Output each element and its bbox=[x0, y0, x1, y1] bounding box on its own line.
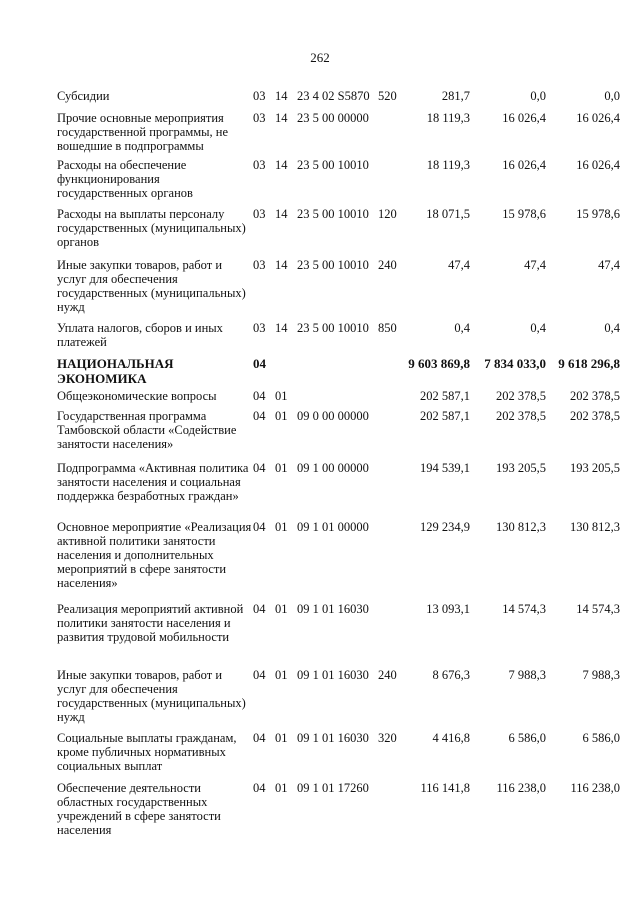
amount-year3-cell: 0,4 bbox=[604, 321, 620, 335]
page-number: 262 bbox=[310, 50, 330, 65]
row-name-cell: Иные закупки товаров, работ и услуг для обеспечения государственных (муниципальных) нужд bbox=[57, 258, 246, 314]
expense-type-code-cell: 120 bbox=[378, 207, 397, 221]
amount-year3-cell: 202 378,5 bbox=[570, 389, 620, 403]
section-code-cell: 04 bbox=[253, 731, 266, 745]
target-article-code-cell: 09 1 01 16030 bbox=[297, 731, 369, 745]
row-name-cell: Обеспечение деятельности областных государственных учреждений в сфере занятости населения bbox=[57, 781, 221, 837]
target-article-code-cell: 23 5 00 10010 bbox=[297, 207, 369, 221]
amount-year1-cell: 18 071,5 bbox=[426, 207, 470, 221]
amount-year2-cell: 16 026,4 bbox=[502, 158, 546, 172]
amount-year2-cell: 15 978,6 bbox=[502, 207, 546, 221]
amount-year1-cell: 129 234,9 bbox=[420, 520, 470, 534]
amount-year2-cell: 7 834 033,0 bbox=[484, 356, 546, 371]
amount-year2-cell: 202 378,5 bbox=[496, 409, 546, 423]
expense-type-code-cell: 850 bbox=[378, 321, 397, 335]
subsection-code-cell: 14 bbox=[275, 158, 288, 172]
expense-type-code-cell: 240 bbox=[378, 668, 397, 682]
target-article-code-cell: 09 0 00 00000 bbox=[297, 409, 369, 423]
row-name-cell: Общеэкономические вопросы bbox=[57, 389, 217, 403]
subsection-code-cell: 01 bbox=[275, 731, 288, 745]
row-name-cell: Расходы на выплаты персоналу государственных (муниципальных) органов bbox=[57, 207, 246, 249]
amount-year3-cell: 9 618 296,8 bbox=[558, 356, 620, 371]
amount-year1-cell: 281,7 bbox=[441, 89, 470, 103]
target-article-code-cell: 23 5 00 10010 bbox=[297, 158, 369, 172]
row-name-cell: Прочие основные мероприятия государственной программы, не вошедшие в подпрограммы bbox=[57, 111, 229, 153]
subsection-code-cell: 14 bbox=[275, 321, 288, 335]
target-article-code-cell: 09 1 01 16030 bbox=[297, 602, 369, 616]
row-name-cell: Субсидии bbox=[57, 89, 110, 103]
amount-year3-cell: 116 238,0 bbox=[570, 781, 620, 795]
section-code-cell: 04 bbox=[253, 461, 266, 475]
section-code-cell: 04 bbox=[253, 520, 266, 534]
amount-year1-cell: 4 416,8 bbox=[432, 731, 470, 745]
amount-year1-cell: 9 603 869,8 bbox=[408, 356, 470, 371]
target-article-code-cell: 23 4 02 S5870 bbox=[297, 89, 370, 103]
amount-year2-cell: 130 812,3 bbox=[496, 520, 546, 534]
amount-year2-cell: 0,4 bbox=[530, 321, 546, 335]
amount-year1-cell: 202 587,1 bbox=[420, 409, 470, 423]
row-name-cell: Уплата налогов, сборов и иных платежей bbox=[57, 321, 223, 349]
amount-year1-cell: 13 093,1 bbox=[426, 602, 470, 616]
amount-year1-cell: 194 539,1 bbox=[420, 461, 470, 475]
amount-year3-cell: 14 574,3 bbox=[576, 602, 620, 616]
subsection-code-cell: 14 bbox=[275, 258, 288, 272]
subsection-code-cell: 01 bbox=[275, 668, 288, 682]
target-article-code-cell: 09 1 01 17260 bbox=[297, 781, 369, 795]
amount-year1-cell: 0,4 bbox=[454, 321, 470, 335]
subsection-code-cell: 01 bbox=[275, 781, 288, 795]
target-article-code-cell: 09 1 00 00000 bbox=[297, 461, 369, 475]
amount-year2-cell: 0,0 bbox=[530, 89, 546, 103]
amount-year3-cell: 15 978,6 bbox=[576, 207, 620, 221]
amount-year3-cell: 202 378,5 bbox=[570, 409, 620, 423]
target-article-code-cell: 23 5 00 10010 bbox=[297, 321, 369, 335]
amount-year1-cell: 47,4 bbox=[448, 258, 470, 272]
row-name-cell: Социальные выплаты гражданам, кроме публичных нормативных социальных выплат bbox=[57, 731, 237, 773]
target-article-code-cell: 23 5 00 00000 bbox=[297, 111, 369, 125]
section-code-cell: 04 bbox=[253, 389, 266, 403]
amount-year3-cell: 16 026,4 bbox=[576, 158, 620, 172]
expense-type-code-cell: 240 bbox=[378, 258, 397, 272]
subsection-code-cell: 01 bbox=[275, 461, 288, 475]
target-article-code-cell: 09 1 01 00000 bbox=[297, 520, 369, 534]
amount-year3-cell: 193 205,5 bbox=[570, 461, 620, 475]
section-code-cell: 04 bbox=[253, 409, 266, 423]
section-code-cell: 04 bbox=[253, 781, 266, 795]
amount-year2-cell: 6 586,0 bbox=[508, 731, 546, 745]
amount-year2-cell: 202 378,5 bbox=[496, 389, 546, 403]
target-article-code-cell: 09 1 01 16030 bbox=[297, 668, 369, 682]
row-name-cell: Государственная программа Тамбовской области «Содействие занятости населения» bbox=[57, 409, 237, 451]
subsection-code-cell: 01 bbox=[275, 520, 288, 534]
section-code-cell: 04 bbox=[253, 668, 266, 682]
expense-type-code-cell: 520 bbox=[378, 89, 397, 103]
section-code-cell: 03 bbox=[253, 89, 266, 103]
amount-year3-cell: 6 586,0 bbox=[582, 731, 620, 745]
amount-year3-cell: 47,4 bbox=[598, 258, 620, 272]
row-name-cell: Иные закупки товаров, работ и услуг для обеспечения государственных (муниципальных) нужд bbox=[57, 668, 246, 724]
amount-year3-cell: 0,0 bbox=[604, 89, 620, 103]
row-name-cell: Расходы на обеспечение функционирования государственных органов bbox=[57, 158, 193, 200]
subsection-code-cell: 14 bbox=[275, 89, 288, 103]
section-code-cell: 04 bbox=[253, 356, 266, 371]
amount-year2-cell: 193 205,5 bbox=[496, 461, 546, 475]
amount-year2-cell: 14 574,3 bbox=[502, 602, 546, 616]
amount-year2-cell: 116 238,0 bbox=[496, 781, 546, 795]
subsection-code-cell: 14 bbox=[275, 207, 288, 221]
amount-year2-cell: 7 988,3 bbox=[508, 668, 546, 682]
expense-type-code-cell: 320 bbox=[378, 731, 397, 745]
section-code-cell: 04 bbox=[253, 602, 266, 616]
amount-year3-cell: 16 026,4 bbox=[576, 111, 620, 125]
row-name-cell: Подпрограмма «Активная политика занятости населения и социальная поддержка безработных граждан» bbox=[57, 461, 249, 503]
amount-year1-cell: 18 119,3 bbox=[426, 111, 470, 125]
subsection-code-cell: 01 bbox=[275, 389, 288, 403]
row-name-cell: НАЦИОНАЛЬНАЯ ЭКОНОМИКА bbox=[57, 356, 174, 386]
section-code-cell: 03 bbox=[253, 258, 266, 272]
amount-year2-cell: 47,4 bbox=[524, 258, 546, 272]
amount-year2-cell: 16 026,4 bbox=[502, 111, 546, 125]
section-code-cell: 03 bbox=[253, 207, 266, 221]
subsection-code-cell: 14 bbox=[275, 111, 288, 125]
amount-year1-cell: 116 141,8 bbox=[420, 781, 470, 795]
amount-year1-cell: 18 119,3 bbox=[426, 158, 470, 172]
amount-year3-cell: 7 988,3 bbox=[582, 668, 620, 682]
amount-year1-cell: 202 587,1 bbox=[420, 389, 470, 403]
target-article-code-cell: 23 5 00 10010 bbox=[297, 258, 369, 272]
subsection-code-cell: 01 bbox=[275, 602, 288, 616]
subsection-code-cell: 01 bbox=[275, 409, 288, 423]
amount-year1-cell: 8 676,3 bbox=[432, 668, 470, 682]
row-name-cell: Реализация мероприятий активной политики занятости населения и развития трудовой мобильности bbox=[57, 602, 244, 644]
row-name-cell: Основное мероприятие «Реализация активной политики занятости населения и дополнительных мероприятий в сфере занятости населения» bbox=[57, 520, 252, 590]
amount-year3-cell: 130 812,3 bbox=[570, 520, 620, 534]
section-code-cell: 03 bbox=[253, 111, 266, 125]
section-code-cell: 03 bbox=[253, 158, 266, 172]
section-code-cell: 03 bbox=[253, 321, 266, 335]
